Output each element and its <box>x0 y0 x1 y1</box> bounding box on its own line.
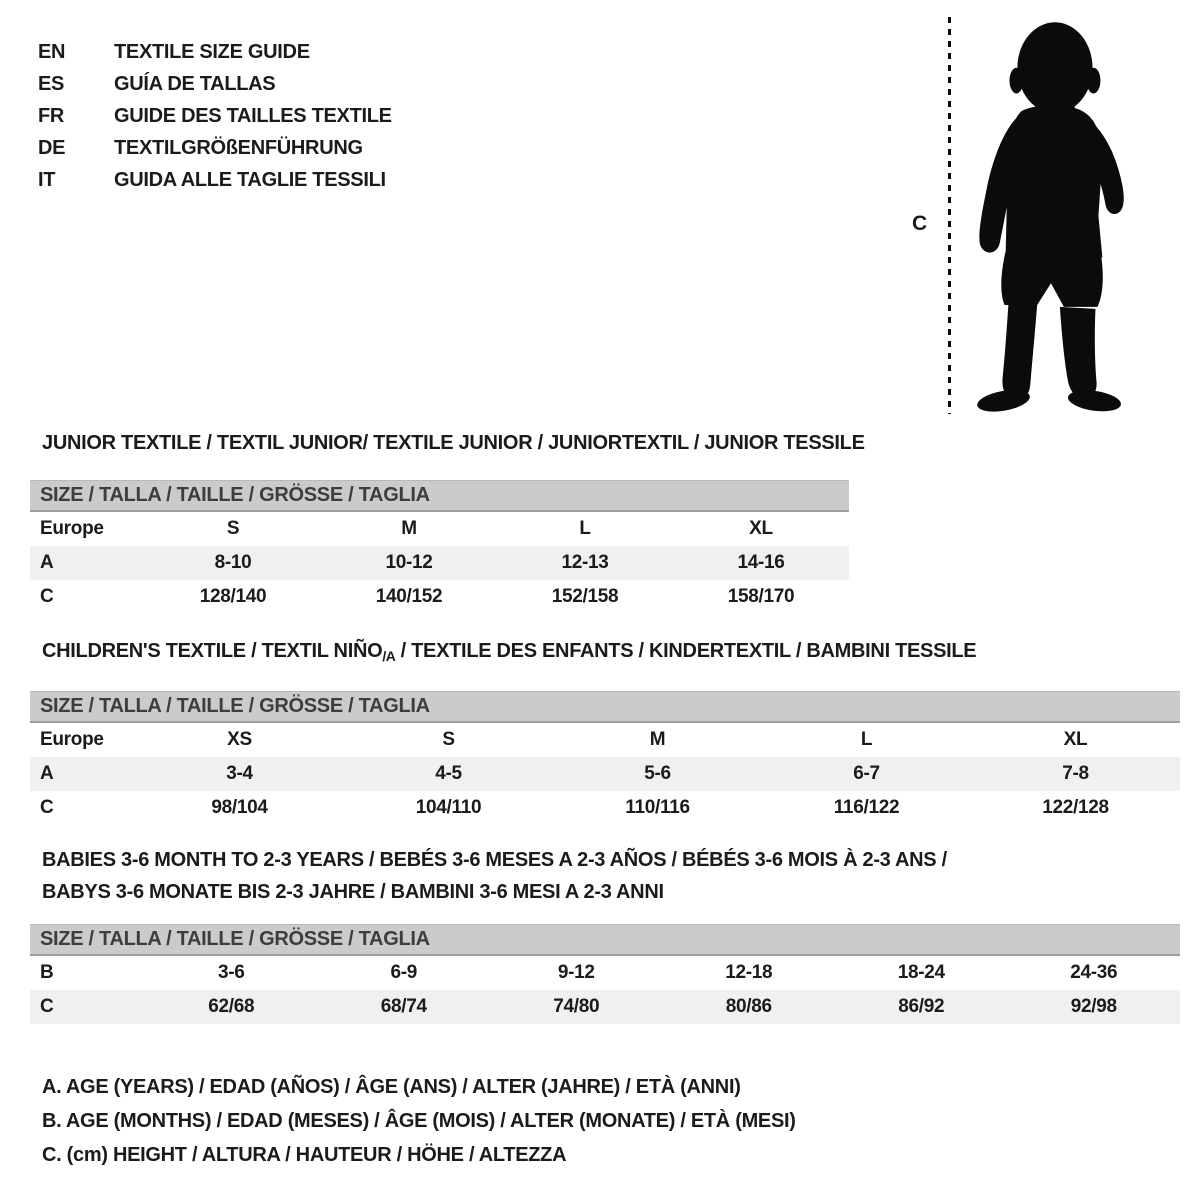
age-cell: 9-12 <box>557 962 595 983</box>
row-label: C <box>40 586 54 607</box>
row-label: C <box>40 996 54 1017</box>
table-row-europe <box>30 512 849 546</box>
size-cell: M <box>649 729 666 750</box>
silhouette-shorts <box>1001 252 1102 307</box>
legend-block <box>42 1070 796 1172</box>
size-cell: S <box>226 518 240 539</box>
babies-section-title-line1: BABIES 3-6 MONTH TO 2-3 YEARS / BEBÉS 3-6 MESES A 2-3 AÑOS / BÉBÉS 3-6 MOIS À 2-3 ANS / <box>42 849 947 871</box>
guide-title-es: GUÍA DE TALLAS <box>114 72 276 95</box>
size-cell: XS <box>227 729 252 750</box>
legend-line-b: B. AGE (MONTHS) / EDAD (MESES) / ÂGE (MOIS) / ALTER (MONATE) / ETÀ (MESI) <box>42 1110 796 1132</box>
language-code: EN <box>38 40 66 63</box>
row-label: A <box>40 552 54 573</box>
children-title-subscript: /A <box>382 648 396 664</box>
junior-section-title: JUNIOR TEXTILE / TEXTIL JUNIOR/ TEXTILE JUNIOR / JUNIORTEXTIL / JUNIOR TESSILE <box>42 432 865 454</box>
table-row-age-years <box>30 757 1180 791</box>
table-row-height-cm <box>30 990 1180 1024</box>
age-cell: 6-7 <box>853 763 880 784</box>
age-cell: 5-6 <box>644 763 671 784</box>
size-cell: L <box>860 729 873 750</box>
toddler-silhouette-icon <box>966 16 1136 416</box>
row-label: C <box>40 797 54 818</box>
age-cell: 18-24 <box>897 962 945 983</box>
size-header-bar: SIZE / TALLA / TAILLE / GRÖSSE / TAGLIA <box>30 691 1180 723</box>
legend-line-a: A. AGE (YEARS) / EDAD (AÑOS) / ÂGE (ANS) / ALTER (JAHRE) / ETÀ (ANNI) <box>42 1076 741 1098</box>
guide-title-fr: GUIDE DES TAILLES TEXTILE <box>114 104 392 127</box>
height-cell: 80/86 <box>725 996 772 1017</box>
row-label: Europe <box>40 518 104 539</box>
size-cell: S <box>442 729 455 750</box>
language-row-es <box>38 68 392 100</box>
size-header-bar: SIZE / TALLA / TAILLE / GRÖSSE / TAGLIA <box>30 924 1180 956</box>
language-code: FR <box>38 104 65 127</box>
language-code: IT <box>38 168 56 191</box>
legend-line-c: C. (cm) HEIGHT / ALTURA / HAUTEUR / HÖHE / ALTEZZA <box>42 1144 567 1166</box>
size-cell: XL <box>749 518 773 539</box>
age-cell: 24-36 <box>1070 962 1118 983</box>
silhouette-leg-left <box>1002 303 1037 400</box>
size-cell: XL <box>1063 729 1088 750</box>
language-row-de <box>38 132 392 164</box>
height-cell: 92/98 <box>1070 996 1117 1017</box>
children-size-table <box>30 691 1180 825</box>
children-title-post: / TEXTILE DES ENFANTS / KINDERTEXTIL / BAMBINI TESSILE <box>395 640 977 662</box>
age-cell: 12-18 <box>725 962 773 983</box>
height-cell: 152/158 <box>551 586 619 607</box>
height-cell: 110/116 <box>625 797 690 818</box>
table-row-europe <box>30 723 1180 757</box>
height-cell: 74/80 <box>553 996 600 1017</box>
language-row-it <box>38 164 392 196</box>
row-label: B <box>40 962 54 983</box>
height-cell: 140/152 <box>375 586 443 607</box>
language-code: ES <box>38 72 65 95</box>
guide-title-de: TEXTILGRÖßENFÜHRUNG <box>114 136 363 159</box>
height-cell: 116/122 <box>833 797 900 818</box>
table-row-age-years <box>30 546 849 580</box>
table-row-age-months <box>30 956 1180 990</box>
silhouette-ear-right <box>1087 68 1101 94</box>
size-cell: L <box>579 518 591 539</box>
babies-section-title-line2: BABYS 3-6 MONATE BIS 2-3 JAHRE / BAMBINI 3-6 MESI A 2-3 ANNI <box>42 881 664 903</box>
height-cell: 158/170 <box>727 586 795 607</box>
children-title-pre: CHILDREN'S TEXTILE / TEXTIL NIÑO <box>42 640 383 662</box>
row-label: Europe <box>40 729 104 750</box>
language-row-en <box>38 36 392 68</box>
age-cell: 8-10 <box>214 552 252 573</box>
height-cell: 86/92 <box>898 996 945 1017</box>
height-cell: 68/74 <box>380 996 427 1017</box>
age-cell: 14-16 <box>737 552 785 573</box>
language-code: DE <box>38 136 66 159</box>
height-measure-label: C <box>912 212 927 235</box>
age-cell: 3-6 <box>217 962 245 983</box>
height-cell: 98/104 <box>211 797 268 818</box>
guide-title-en: TEXTILE SIZE GUIDE <box>114 40 310 63</box>
age-cell: 12-13 <box>561 552 609 573</box>
height-cell: 122/128 <box>1042 797 1109 818</box>
table-row-height-cm <box>30 791 1180 825</box>
size-cell: M <box>401 518 417 539</box>
silhouette-leg-right <box>1060 307 1097 398</box>
height-dashed-line <box>948 17 951 414</box>
height-cell: 128/140 <box>199 586 267 607</box>
silhouette-ear-left <box>1009 68 1023 94</box>
language-row-fr <box>38 100 392 132</box>
babies-size-table <box>30 924 1180 1024</box>
age-cell: 3-4 <box>226 763 253 784</box>
age-cell: 6-9 <box>390 962 418 983</box>
junior-size-table <box>30 480 849 614</box>
age-cell: 7-8 <box>1062 763 1089 784</box>
children-section-title <box>42 640 976 663</box>
age-cell: 4-5 <box>435 763 462 784</box>
age-cell: 10-12 <box>385 552 433 573</box>
height-cell: 104/110 <box>415 797 482 818</box>
row-label: A <box>40 763 54 784</box>
language-title-block <box>38 36 392 196</box>
guide-title-it: GUIDA ALLE TAGLIE TESSILI <box>114 168 386 191</box>
size-header-bar: SIZE / TALLA / TAILLE / GRÖSSE / TAGLIA <box>30 480 849 512</box>
table-row-height-cm <box>30 580 849 614</box>
height-cell: 62/68 <box>208 996 255 1017</box>
